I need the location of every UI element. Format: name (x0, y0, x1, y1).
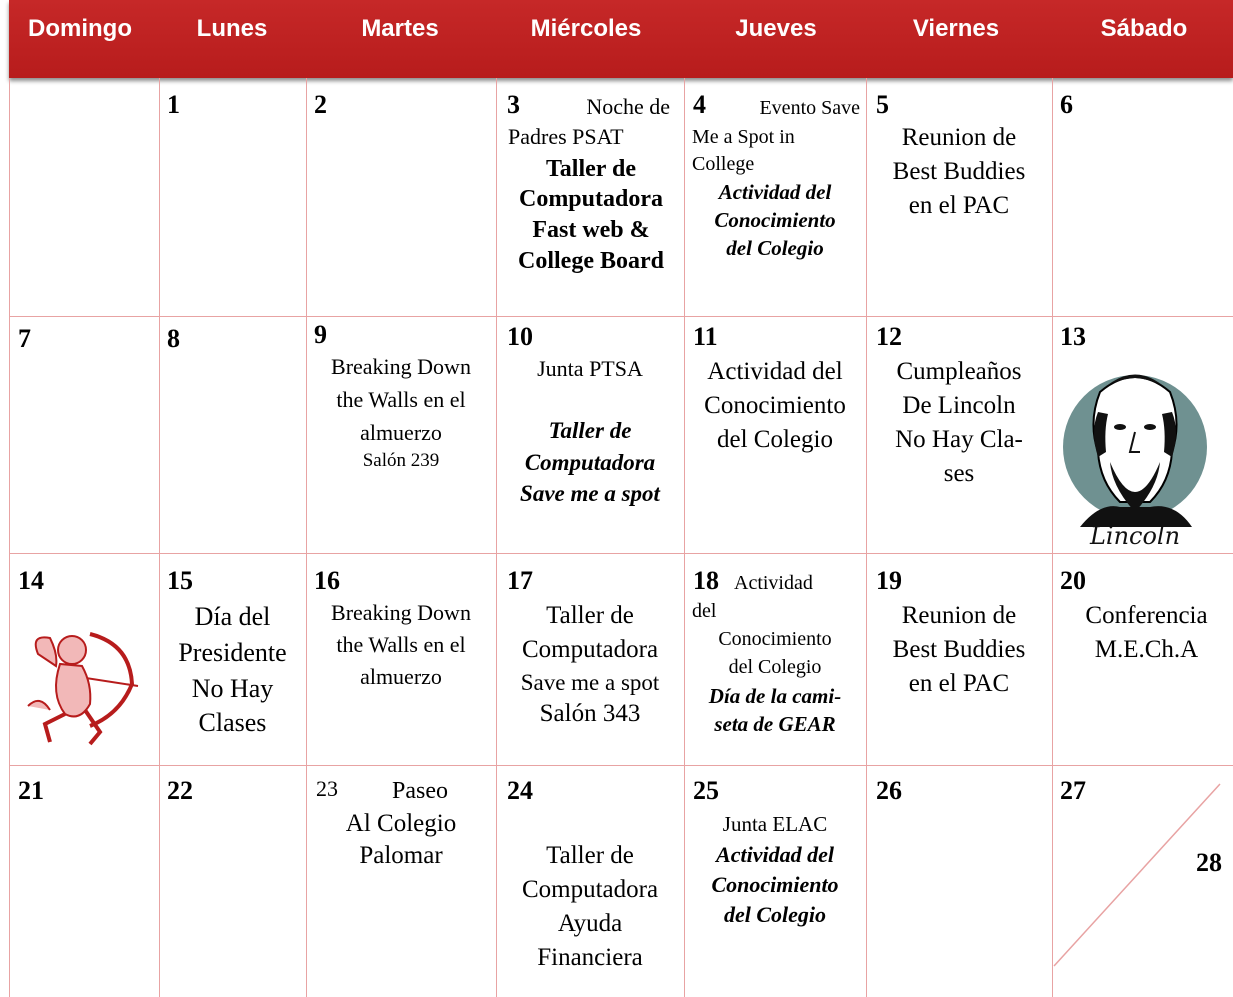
event-text: No Hay Cla- (895, 426, 1023, 453)
event-text: almuerzo (360, 420, 442, 445)
event-text: del Colegio (717, 426, 833, 453)
event-text: Paseo (392, 778, 448, 804)
event-text: Taller de (546, 602, 634, 629)
grid-line (9, 316, 1233, 317)
grid-line (9, 553, 1233, 554)
header-viernes: Viernes (912, 15, 1000, 42)
event-text: del Colegio (728, 656, 822, 678)
grid-line (9, 765, 1233, 766)
event-text: College (692, 153, 755, 175)
event-text: Fast web & (532, 217, 650, 243)
event-text: Actividad del (718, 180, 832, 204)
day-number: 13 (1060, 322, 1086, 351)
event-text: Taller de (545, 156, 636, 182)
event-text: De Lincoln (902, 392, 1016, 419)
day-number: 19 (876, 566, 902, 595)
event-text: Taller de (548, 418, 632, 443)
day-number: 3 (507, 90, 520, 119)
event-text: Conferencia (1085, 602, 1208, 629)
event-text: Conocimiento (704, 392, 846, 419)
event-text: Evento Save (759, 97, 860, 119)
day-number: 6 (1060, 90, 1073, 119)
day-number: 8 (167, 324, 180, 353)
event-text: Junta PTSA (537, 356, 643, 381)
day-number: 2 (314, 90, 327, 119)
event-text: en el PAC (908, 192, 1010, 219)
day-number: 14 (18, 566, 44, 595)
event-text: seta de GEAR (714, 712, 836, 736)
day-number: 18 (693, 566, 719, 595)
day-number: 22 (167, 776, 193, 805)
event-text: Actividad (734, 572, 813, 594)
day-number: 28 (1196, 848, 1222, 877)
day-number: 17 (507, 566, 533, 595)
event-text: M.E.Ch.A (1094, 636, 1199, 663)
event-text: Financiera (537, 944, 643, 971)
day-number: 24 (507, 776, 533, 805)
day-number: 26 (876, 776, 902, 805)
day-number: 4 (693, 90, 706, 119)
event-text: Computadora (524, 450, 656, 475)
event-text: Junta ELAC (722, 812, 828, 836)
event-text: Padres PSAT (508, 124, 624, 149)
day-number: 25 (693, 776, 719, 805)
event-text: del (692, 600, 717, 622)
cupid-icon (20, 614, 140, 748)
header-martes: Martes (361, 15, 439, 42)
event-text: Taller de (546, 842, 634, 869)
event-text: Reunion de (901, 124, 1017, 151)
event-text: Actividad del (716, 842, 834, 867)
event-text: No Hay (191, 674, 274, 703)
grid-line (159, 78, 160, 997)
day-number: 5 (876, 90, 889, 119)
day-number: 12 (876, 322, 902, 351)
grid-line (9, 78, 10, 997)
event-text: Actividad del (707, 358, 843, 385)
weekday-header (9, 0, 1233, 78)
event-text: Presidente (178, 638, 287, 667)
day-number: 10 (507, 322, 533, 351)
event-text: Conocimiento (711, 872, 839, 897)
event-text: ses (943, 460, 975, 487)
event-text: Breaking Down (331, 600, 471, 625)
event-text: Reunion de (901, 602, 1017, 629)
header-jueves: Jueves (735, 15, 817, 42)
event-text: Al Colegio (345, 810, 457, 837)
event-text: Ayuda (557, 910, 623, 937)
event-text: Conocimiento (714, 208, 836, 232)
header-domingo: Domingo (28, 15, 132, 42)
event-text: Salón 239 (362, 450, 440, 471)
event-text: College Board (518, 248, 664, 274)
header-lunes: Lunes (196, 15, 268, 42)
event-text: Clases (198, 708, 267, 737)
event-text: Best Buddies (892, 158, 1026, 185)
event-text: Save me a spot (520, 670, 660, 695)
event-text: Computadora (521, 876, 659, 903)
event-text: Breaking Down (331, 354, 471, 379)
event-text: Computadora (518, 186, 663, 212)
event-text: Conocimiento (718, 628, 832, 650)
event-text: Día de la cami- (708, 684, 842, 708)
day-number: 7 (18, 324, 31, 353)
day-number: 21 (18, 776, 44, 805)
event-text: Me a Spot in (692, 126, 795, 148)
event-text: Día del (194, 602, 271, 631)
day-number: 9 (314, 320, 327, 349)
lincoln-portrait-icon (1060, 352, 1210, 552)
header-miercoles: Miércoles (530, 15, 642, 42)
header-sabado: Sábado (1100, 15, 1188, 42)
day-number: 27 (1060, 776, 1086, 805)
event-text: Palomar (359, 842, 443, 869)
event-text: Computadora (521, 636, 659, 663)
day-number: 15 (167, 566, 193, 595)
event-text: the Walls en el (336, 387, 466, 412)
event-text: the Walls en el (336, 632, 466, 657)
day-number: 23 (316, 776, 338, 801)
day-number: 16 (314, 566, 340, 595)
event-text: Noche de (586, 94, 670, 119)
day-number: 1 (167, 90, 180, 119)
event-text: del Colegio (723, 902, 827, 927)
day-number: 20 (1060, 566, 1086, 595)
lincoln-logo-text: Lincoln (1089, 522, 1181, 550)
event-text: en el PAC (908, 670, 1010, 697)
event-text: Cumpleaños (896, 358, 1022, 385)
event-text: Best Buddies (892, 636, 1026, 663)
event-text: del Colegio (726, 236, 824, 260)
day-number: 11 (693, 322, 718, 351)
event-text: Salón 343 (539, 700, 641, 727)
event-text: Save me a spot (520, 481, 660, 506)
event-text: almuerzo (360, 664, 442, 689)
